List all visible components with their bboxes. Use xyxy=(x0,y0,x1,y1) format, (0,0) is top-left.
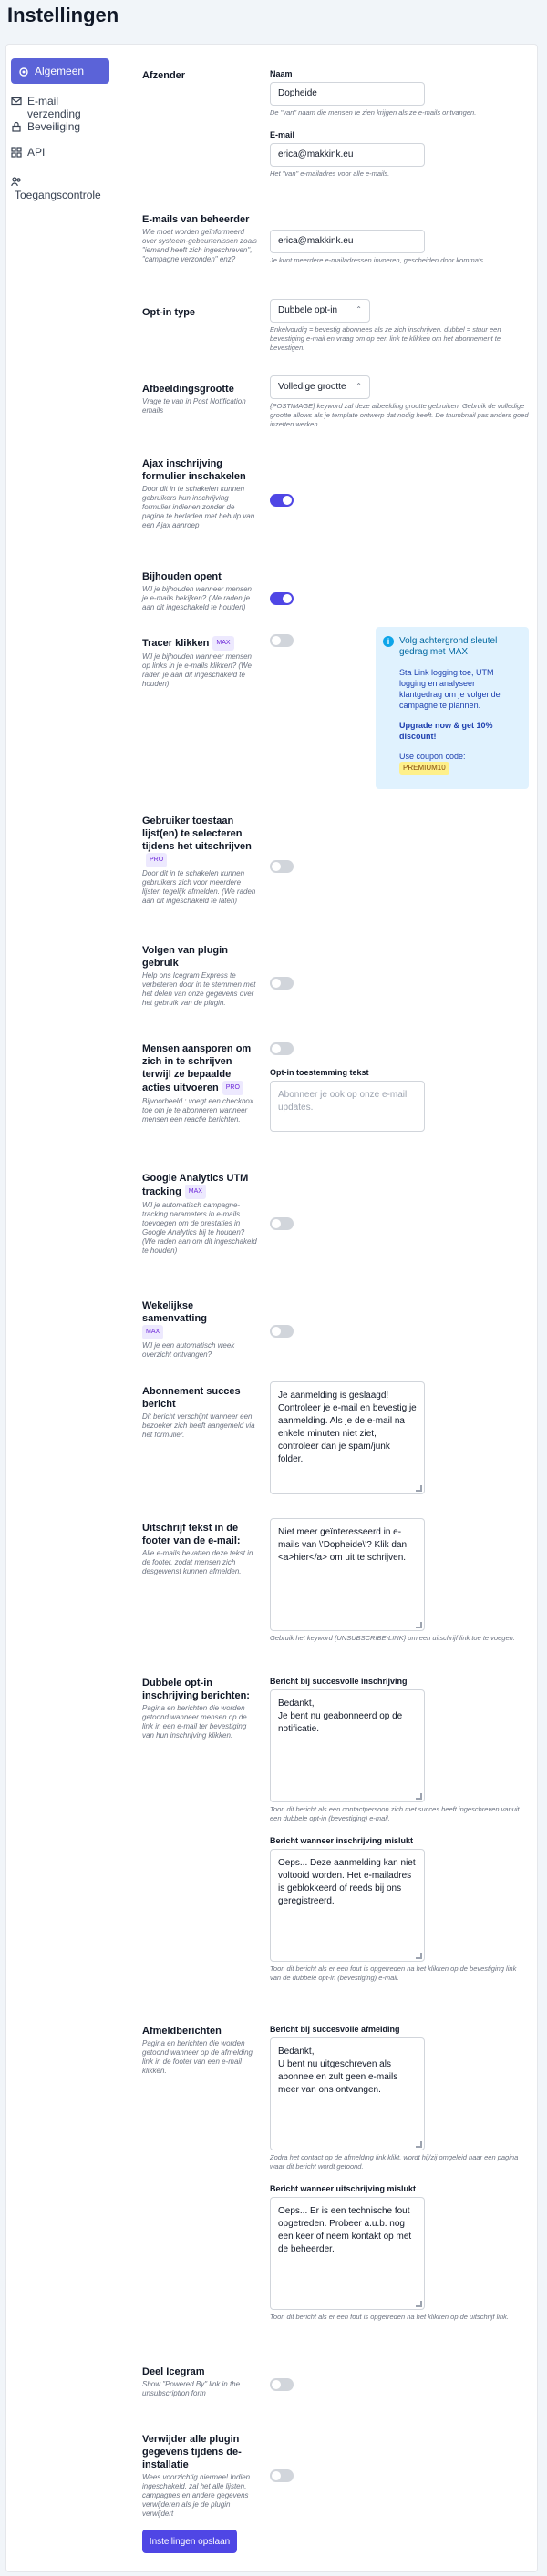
doi-msgs-label: Dubbele opt-in inschrijving berichten: Pagina en berichten die worden getoond wanneer mensen op de link in een e-mail ter bevestiging van hun inschrijving klikken. xyxy=(142,1677,257,1740)
list-select-desc: Door dit in te schakelen kunnen gebruikers zich voor meerdere lijsten tegelijk afmelden. (We raden aan dit ingeschakeld te laten) xyxy=(142,869,256,905)
chevron-down-icon: ⌃ xyxy=(356,305,362,313)
doi-fail-help: Toon dit bericht als er een fout is opgetreden na het klikken op de bevestiging link van de dubbele opt-in (bevestiging) e-mail. xyxy=(270,1965,517,1982)
doi-fail-label: Bericht wanneer inschrijving mislukt xyxy=(270,1836,414,1845)
plugin-usage-toggle[interactable] xyxy=(270,977,294,990)
unsub-fail-label: Bericht wanneer uitschrijving mislukt xyxy=(270,2184,417,2193)
icegram-desc: Show "Powered By" link in the unsubscription form xyxy=(142,2380,241,2397)
admin-email-input[interactable]: erica@makkink.eu xyxy=(270,230,425,253)
optin-label: Opt-in type xyxy=(142,307,196,318)
sidebar-item-general[interactable] xyxy=(11,58,109,84)
icegram-label: Deel Icegram Show "Powered By" link in the unsubscription form xyxy=(142,2366,257,2398)
track-clicks-label: Tracer klikken MAX Wil je bijhouden wanneer mensen op links in je e-mails klikken? (We raden je aan dit ingeschakeld te houden) xyxy=(142,636,257,689)
unsub-success-label: Bericht bij succesvolle afmelding xyxy=(270,2025,400,2034)
image-size-label: Afbeeldingsgrootte Vrage te van in Post Notification emails xyxy=(142,383,257,416)
footer-unsub-help: Gebruik het keyword {UNSUBSCRIBE-LINK} om een uitschrijf link toe te voegen. xyxy=(270,1634,515,1642)
optin-select[interactable]: Dubbele opt-in ⌃ xyxy=(270,299,370,323)
delete-data-desc: Wees voorzichtig hiermee! Indien ingeschakeld, zal het alle lijsten, campagnes en andere gegevens verwijderen als je de plugin verwijdert xyxy=(142,2473,251,2518)
delete-data-label: Verwijder alle plugin gegevens tijdens de-installatie Wees voorzichtig hiermee! Indien ingeschakeld, zal het alle lijsten, campagnes en andere gegevens verwijderen als je de plugin verwijdert xyxy=(142,2433,257,2519)
page-title: Instellingen xyxy=(7,4,119,26)
unsub-fail-textarea[interactable]: Oeps... Er is een technische fout opgetreden. Probeer a.u.b. nog een keer of neem kontakt op met de beheerder. xyxy=(270,2197,425,2310)
plugin-usage-desc: Help ons Icegram Express te verbeteren door in te stemmen met het delen van onze gegevens over het gebruik van de plugin. xyxy=(142,971,256,1007)
track-clicks-toggle[interactable] xyxy=(270,634,294,647)
delete-data-toggle[interactable] xyxy=(270,2469,294,2482)
sidebar-item-api[interactable] xyxy=(11,144,109,160)
max-badge: MAX xyxy=(185,1185,206,1199)
weekly-toggle[interactable] xyxy=(270,1325,294,1338)
doi-success-textarea[interactable]: Bedankt, Je bent nu geabonneerd op de notificatie. xyxy=(270,1689,425,1802)
infobox-title: Volg achtergrond sleutel gedrag met MAX xyxy=(399,636,498,657)
nudge-label: Mensen aansporen om zich in te schrijven terwijl ze bepaalde acties uitvoeren PRO Bijvoorbeeld : voegt een checkbox toe om je te abonneren wanneer mensen een reactie berichten. xyxy=(142,1042,257,1124)
doi-fail-textarea[interactable]: Oeps... Deze aanmelding kan niet voltooid worden. Het e-mailadres is geblokkeerd of reeds bij ons geregistreerd. xyxy=(270,1849,425,1962)
image-size-select[interactable]: Volledige grootte ⌃ xyxy=(270,375,370,399)
mail-icon xyxy=(11,96,22,107)
grid-icon xyxy=(11,147,22,158)
infobox-body: Sta Link logging toe, UTM logging en analyseer klantgedrag om je volgende campagne te plannen. xyxy=(399,668,501,710)
sender-name-help: De "van" naam die mensen te zien krijgen als ze e-mails ontvangen. xyxy=(270,108,477,117)
max-badge: MAX xyxy=(212,636,233,651)
sidebar-item-label: Algemeen xyxy=(35,65,85,77)
success-msg-desc: Dit bericht verschijnt wanneer een bezoeker zich heeft aangemeld via het formulier. xyxy=(142,1412,255,1439)
track-opens-desc: Wil je bijhouden wanneer mensen je e-mails bekijken? (We raden je aan dit ingeschakeld te houden) xyxy=(142,585,252,611)
unsub-fail-help: Toon dit bericht als er een fout is opgetreden na het klikken op de uitschrijf link. xyxy=(270,2313,509,2321)
coupon-code: PREMIUM10 xyxy=(399,762,449,775)
admin-email-label: E-mails van beheerder Wie moet worden geïnformeerd over systeem-gebeurtenissen zoals "iemand heeft zich ingeschreven", "campagne verzonden" enz? xyxy=(142,214,257,263)
sender-label: Afzender xyxy=(142,70,186,81)
ga-utm-desc: Wil je automatisch campagne-tracking parameters in e-mails toevoegen om de prestaties in Google Analytics bij te houden? (We raden aan om dit ingeschakeld te houden) xyxy=(142,1201,257,1255)
ga-utm-toggle[interactable] xyxy=(270,1217,294,1230)
unsub-success-help: Zodra het contact op de afmelding link klikt, wordt hij/zij omgeleid naar een pagina waar dit bericht wordt getoond. xyxy=(270,2153,519,2171)
ga-utm-label: Google Analytics UTM tracking MAX Wil je automatisch campagne-tracking parameters in e-mails toevoegen om de prestaties in Google Analytics bij te houden? (We raden aan om dit ingeschakeld te houden) xyxy=(142,1173,257,1255)
max-upgrade-infobox xyxy=(376,627,529,789)
list-select-toggle[interactable] xyxy=(270,860,294,873)
optin-text-label: Opt-in toestemming tekst xyxy=(270,1068,369,1077)
optin-text-textarea[interactable]: Abonneer je ook op onze e-mail updates. xyxy=(270,1081,425,1132)
users-icon xyxy=(11,176,22,187)
sidebar-item-label: E-mail verzending xyxy=(27,95,81,120)
unsub-msgs-desc: Pagina en berichten die worden getoond wanneer op de afmelding link in de footer van een e-mail klikken. xyxy=(142,2039,253,2075)
resize-handle[interactable] xyxy=(416,1953,422,1959)
weekly-desc: Wil je een automatisch week overzicht ontvangen? xyxy=(142,1341,235,1359)
icegram-toggle[interactable] xyxy=(270,2378,294,2391)
lock-icon xyxy=(11,121,22,132)
sender-email-input[interactable]: erica@makkink.eu xyxy=(270,143,425,167)
resize-handle[interactable] xyxy=(416,1793,422,1800)
doi-msgs-desc: Pagina en berichten die worden getoond wanneer mensen op de link in een e-mail ter bevestiging van hun inschrijving klikken. xyxy=(142,1704,247,1740)
sidebar-item-label: Toegangscontrole xyxy=(15,189,101,201)
admin-email-help: Je kunt meerdere e-mailadressen invoeren, gescheiden door komma's xyxy=(270,256,484,264)
sender-email-help: Het "van" e-mailadres voor alle e-mails. xyxy=(270,169,390,178)
plugin-usage-label: Volgen van plugin gebruik Help ons Icegram Express te verbeteren door in te stemmen met het delen van onze gegevens over het gebruik van de plugin. xyxy=(142,945,256,1007)
image-size-help: {POSTIMAGE} keyword zal deze afbeelding grootte gebruiken. Gebruik de volledige grootte allows als je template ontwerp dat nodig heeft. De thumbnail pas anders goed inzetten werken. xyxy=(270,402,529,428)
track-opens-toggle[interactable] xyxy=(270,592,294,605)
doi-success-label: Bericht bij succesvolle inschrijving xyxy=(270,1677,408,1686)
weekly-label: Wekelijkse samenvatting MAX Wil je een automatisch week overzicht ontvangen? xyxy=(142,1299,257,1360)
sidebar-item-label: Beveiliging xyxy=(27,120,81,133)
resize-handle[interactable] xyxy=(416,2141,422,2148)
sidebar-item-access-control[interactable] xyxy=(11,173,109,203)
gear-icon xyxy=(18,67,29,77)
pro-badge: PRO xyxy=(146,853,167,867)
success-msg-textarea[interactable]: Je aanmelding is geslaagd! Controleer je e-mail en bevestig je aanmelding. Als je de e-mail na enkele minuten niet ziet, controleer dan je spam/junk folder. xyxy=(270,1381,425,1494)
nudge-toggle[interactable] xyxy=(270,1042,294,1055)
success-msg-label: Abonnement succes bericht Dit bericht verschijnt wanneer een bezoeker zich heeft aangemeld via het formulier. xyxy=(142,1385,257,1440)
infobox-coupon-label: Use coupon code: xyxy=(399,752,466,761)
resize-handle[interactable] xyxy=(416,1485,422,1492)
track-clicks-desc: Wil je bijhouden wanneer mensen op links in je e-mails klikken? (We raden je aan dit ingeschakeld te houden) xyxy=(142,652,252,688)
optin-help: Enkelvoudig = bevestig abonnees als ze zich inschrijven. dubbel = stuur een bevestiging e-mail en vraag om op een link te klikken om het abonnement te bevestigen. xyxy=(270,325,501,352)
chevron-down-icon: ⌃ xyxy=(356,382,362,390)
footer-unsub-desc: Alle e-mails bevatten deze tekst in de footer, zodat mensen zich desgewenst kunnen afmelden. xyxy=(142,1549,253,1575)
sidebar-item-security[interactable] xyxy=(11,118,109,135)
unsub-success-textarea[interactable]: Bedankt, U bent nu uitgeschreven als abonnee en zult geen e-mails meer van ons ontvangen. xyxy=(270,2037,425,2150)
resize-handle[interactable] xyxy=(416,1622,422,1628)
ajax-desc: Door dit in te schakelen kunnen gebruikers hun inschrijving formulier indienen zonder de pagina te herladen met behulp van een Ajax aanroep xyxy=(142,485,255,529)
footer-unsub-textarea[interactable]: Niet meer geïnteresseerd in e-mails van \'Dopheide\'? Klik dan <a>hier</a> om uit te schrijven. xyxy=(270,1518,425,1631)
ajax-label: Ajax inschrijving formulier inschakelen Door dit in te schakelen kunnen gebruikers hun inschrijving formulier indienen zonder de pagina te herladen met behulp van een Ajax aanroep xyxy=(142,457,257,530)
email-label: E-mail xyxy=(270,130,295,139)
sidebar-item-label: API xyxy=(27,146,46,159)
save-settings-button[interactable]: Instellingen opslaan xyxy=(142,2530,237,2553)
ajax-toggle[interactable] xyxy=(270,494,294,507)
max-badge: MAX xyxy=(142,1325,163,1339)
pro-badge: PRO xyxy=(222,1081,243,1095)
image-size-desc: Vrage te van in Post Notification emails xyxy=(142,397,246,415)
name-label: Naam xyxy=(270,69,293,78)
footer-unsub-label: Uitschrijf tekst in de footer van de e-mail: Alle e-mails bevatten deze tekst in de footer, zodat mensen zich desgewenst kunnen afmelden. xyxy=(142,1522,257,1576)
track-opens-label: Bijhouden opent Wil je bijhouden wanneer mensen je e-mails bekijken? (We raden je aan dit ingeschakeld te houden) xyxy=(142,570,257,612)
settings-sidebar xyxy=(11,58,109,212)
nudge-desc: Bijvoorbeeld : voegt een checkbox toe om je te abonneren wanneer mensen een reactie berichten. xyxy=(142,1097,253,1124)
doi-success-help: Toon dit bericht als een contactpersoon zich met succes heeft ingeschreven vanuit een dubbele opt-in (bevestiging) e-mail. xyxy=(270,1805,520,1822)
admin-email-desc: Wie moet worden geïnformeerd over systeem-gebeurtenissen zoals "iemand heeft zich ingeschreven", "campagne verzonden" enz? xyxy=(142,228,257,263)
sender-name-input[interactable]: Dopheide xyxy=(270,82,425,106)
unsub-msgs-label: Afmeldberichten Pagina en berichten die worden getoond wanneer op de afmelding link in de footer van een e-mail klikken. xyxy=(142,2025,257,2076)
resize-handle[interactable] xyxy=(416,2301,422,2307)
infobox-upgrade-link[interactable]: Upgrade now & get 10% discount! xyxy=(399,721,493,741)
list-select-label: Gebruiker toestaan lijst(en) te selecteren tijdens het uitschrijvenPRO Door dit in te schakelen kunnen gebruikers zich voor meerdere lijsten tegelijk afmelden. (We raden aan dit ingeschakeld te laten) xyxy=(142,816,256,905)
info-icon: i xyxy=(383,636,394,647)
